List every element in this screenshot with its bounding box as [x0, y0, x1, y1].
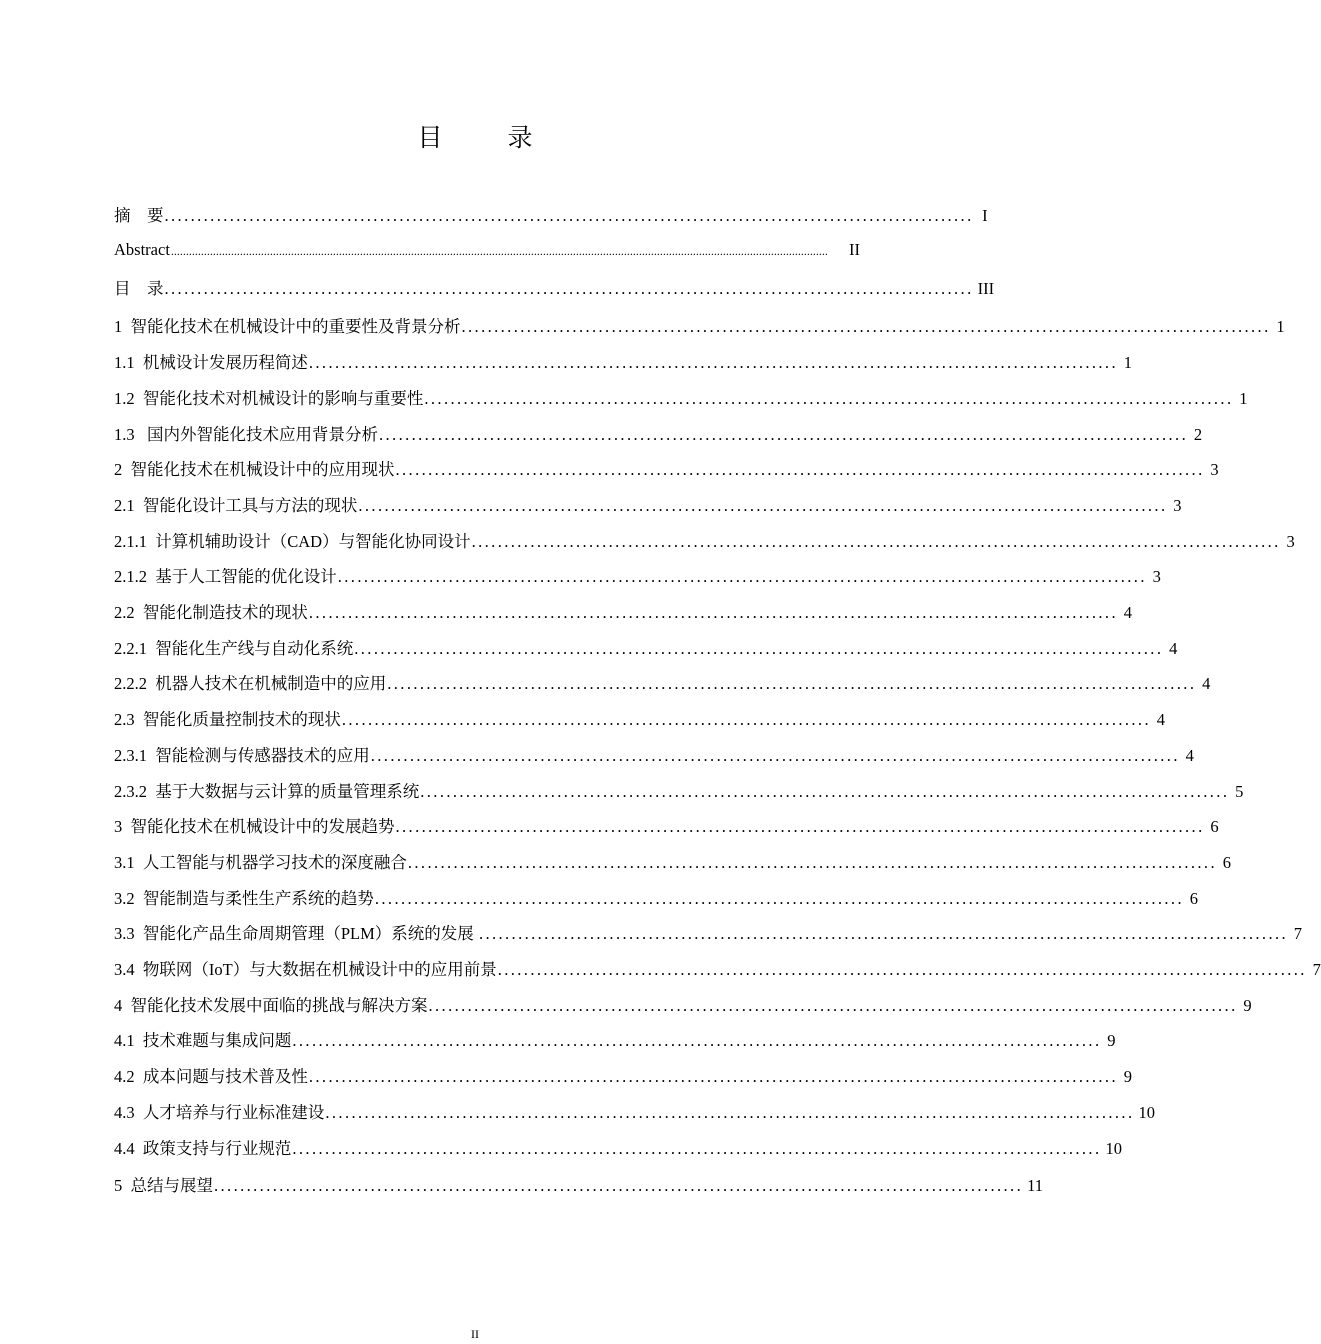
toc-entry-label: 2.3 智能化质量控制技术的现状 [114, 710, 341, 729]
toc-entry-page: 6 [1222, 853, 1231, 872]
dot-leader: ............................................................................................................................ [337, 567, 1147, 586]
dot-leader: ............................................................................................................................ [292, 1139, 1102, 1158]
toc-entry-label: 4.2 成本问题与技术普及性 [114, 1067, 308, 1086]
toc-entry-label: 4 智能化技术发展中面临的挑战与解决方案 [114, 996, 428, 1015]
toc-entry-label: 2.1.1 计算机辅助设计（CAD）与智能化协同设计 [114, 532, 471, 551]
toc-entry-label: 5 总结与展望 [114, 1176, 213, 1195]
toc-entry-label: 2 智能化技术在机械设计中的应用现状 [114, 460, 395, 479]
toc-entry-page: 3 [1210, 460, 1219, 479]
toc-entry[interactable] [114, 528, 1295, 558]
dot-leader: ............................................................................................................................ [407, 853, 1217, 872]
toc-entry-page: 1 [1123, 353, 1132, 372]
dot-leader: ............................................................................................................................ [354, 639, 1164, 658]
toc-entry-page: 3 [1286, 532, 1295, 551]
toc-entry-page: 5 [1235, 782, 1244, 801]
dot-leader: ............................................................................................................................ [420, 782, 1230, 801]
toc-entry-page: 9 [1123, 1067, 1132, 1086]
toc-entry-page: 6 [1189, 889, 1198, 908]
toc-entry-page: 9 [1243, 996, 1252, 1015]
toc-entry-label: 1.3 国内外智能化技术应用背景分析 [114, 425, 378, 444]
toc-entry-page: 4 [1156, 710, 1165, 729]
toc-entry-label: 3.3 智能化产品生命周期管理（PLM）系统的发展 [114, 924, 478, 943]
toc-entry[interactable] [114, 849, 1231, 879]
toc-entry-label: 摘 要 [114, 206, 164, 225]
toc-entry[interactable] [114, 778, 1244, 808]
dot-leader: ............................................................................................................................ [325, 1103, 1135, 1122]
dot-leader: ............................................................................................................................ [428, 996, 1238, 1015]
toc-entry-label: Abstract [114, 240, 170, 259]
toc-entry-page: 2 [1193, 425, 1203, 444]
dot-leader: ............................................................................................................................ [387, 674, 1197, 693]
toc-entry-label: 4.3 人才培养与行业标准建设 [114, 1103, 325, 1122]
toc-entry[interactable] [114, 706, 1165, 736]
toc-entry[interactable] [114, 599, 1132, 629]
toc-entry[interactable] [114, 956, 1321, 986]
dot-leader: ............................................................................................................................ [214, 1176, 1024, 1195]
toc-entry-label: 3.2 智能制造与柔性生产系统的趋势 [114, 889, 374, 908]
toc-entry-label: 目 录 [114, 279, 164, 298]
toc-entry-label: 3.4 物联网（IoT）与大数据在机械设计中的应用前景 [114, 960, 497, 979]
dot-leader: ............................................................................................................................ [341, 710, 1151, 729]
dot-leader: ............................................................................................................................ [292, 1031, 1102, 1050]
toc-entry-label: 3.1 人工智能与机器学习技术的深度融合 [114, 853, 407, 872]
dot-leader: ............................................................................................................................ [395, 817, 1205, 836]
toc-entry-page: 7 [1312, 960, 1321, 979]
toc-entry[interactable] [114, 421, 1203, 451]
toc-entry[interactable] [114, 275, 995, 305]
toc-entry-page: 6 [1210, 817, 1219, 836]
toc-entry-label: 3 智能化技术在机械设计中的发展趋势 [114, 817, 395, 836]
toc-entry[interactable] [114, 1063, 1132, 1093]
toc-entry[interactable] [114, 492, 1182, 522]
toc-entry-label: 2.2.1 智能化生产线与自动化系统 [114, 639, 354, 658]
dot-leader: ............................................................................................................................ [370, 746, 1180, 765]
toc-entry-page: 10 [1105, 1139, 1122, 1158]
dot-leader: ............................................................................................................................ [395, 460, 1205, 479]
toc-entry-label: 2.3.1 智能检测与传感器技术的应用 [114, 746, 370, 765]
toc-entry-page: 10 [1138, 1103, 1155, 1122]
toc-entry[interactable] [114, 240, 860, 270]
dot-leader: ............................................................................................................................ [497, 960, 1307, 979]
toc-entry[interactable] [114, 885, 1198, 915]
toc-entry[interactable] [114, 349, 1132, 379]
toc-entry-label: 4.4 政策支持与行业规范 [114, 1139, 292, 1158]
page-title: 目 录 [417, 123, 553, 152]
dot-leader: ............................................................................................................................ [471, 532, 1281, 551]
toc-entry[interactable] [114, 1099, 1155, 1129]
toc-entry[interactable] [114, 670, 1211, 700]
dot-leader: ............................................................................................................................ [308, 603, 1118, 622]
toc-entry[interactable] [114, 202, 988, 232]
toc-entry-label: 1.2 智能化技术对机械设计的影响与重要性 [114, 389, 424, 408]
toc-entry-page: 4 [1123, 603, 1132, 622]
dot-leader: ........................................................................................................................................................................................................................... [170, 244, 828, 258]
toc-entry-page: 11 [1027, 1176, 1043, 1195]
dot-leader: ............................................................................................................................ [308, 353, 1118, 372]
toc-entry[interactable] [114, 385, 1248, 415]
toc-entry[interactable] [114, 456, 1219, 486]
toc-entry-page: 7 [1293, 924, 1303, 943]
toc-entry-label: 4.1 技术难题与集成问题 [114, 1031, 292, 1050]
toc-entry-page: 4 [1185, 746, 1194, 765]
dot-leader: ............................................................................................................................ [164, 279, 974, 298]
dot-leader: ............................................................................................................................ [164, 206, 974, 225]
toc-entry[interactable] [114, 313, 1285, 343]
page-number: II [471, 1327, 479, 1341]
dot-leader: ............................................................................................................................ [358, 496, 1168, 515]
toc-entry-page: 4 [1169, 639, 1178, 658]
dot-leader: ............................................................................................................................ [379, 425, 1189, 444]
dot-leader: ............................................................................................................................ [308, 1067, 1118, 1086]
toc-entry-label: 1.1 机械设计发展历程简述 [114, 353, 308, 372]
toc-entry-page: II [849, 240, 860, 259]
dot-leader: ............................................................................................................................ [478, 924, 1289, 943]
toc-entry[interactable] [114, 992, 1252, 1022]
toc-entry[interactable] [114, 1172, 1043, 1202]
toc-entry-label: 2.1.2 基于人工智能的优化设计 [114, 567, 337, 586]
toc-entry[interactable] [114, 742, 1194, 772]
toc-entry-label: 2.1 智能化设计工具与方法的现状 [114, 496, 358, 515]
toc-entry-page: 3 [1152, 567, 1161, 586]
toc-entry-page: 1 [1276, 317, 1285, 336]
toc-entry-page: 4 [1202, 674, 1211, 693]
toc-entry-page: III [977, 279, 995, 298]
toc-entry-page: I [982, 206, 988, 225]
toc-entry[interactable] [114, 635, 1178, 665]
toc-entry-label: 2.3.2 基于大数据与云计算的质量管理系统 [114, 782, 420, 801]
toc-entry-page: 3 [1173, 496, 1182, 515]
toc-entry-page: 9 [1107, 1031, 1116, 1050]
dot-leader: ............................................................................................................................ [424, 389, 1234, 408]
toc-entry[interactable] [114, 920, 1303, 950]
dot-leader: ............................................................................................................................ [461, 317, 1271, 336]
toc-entry[interactable] [114, 1135, 1122, 1165]
toc-entry-label: 2.2.2 机器人技术在机械制造中的应用 [114, 674, 387, 693]
toc-entry[interactable] [114, 1027, 1116, 1057]
toc-entry[interactable] [114, 813, 1219, 843]
toc-entry[interactable] [114, 563, 1161, 593]
toc-entry-label: 2.2 智能化制造技术的现状 [114, 603, 308, 622]
dot-leader: ............................................................................................................................ [374, 889, 1184, 908]
toc-entry-page: 1 [1239, 389, 1248, 408]
toc-entry-label: 1 智能化技术在机械设计中的重要性及背景分析 [114, 317, 461, 336]
